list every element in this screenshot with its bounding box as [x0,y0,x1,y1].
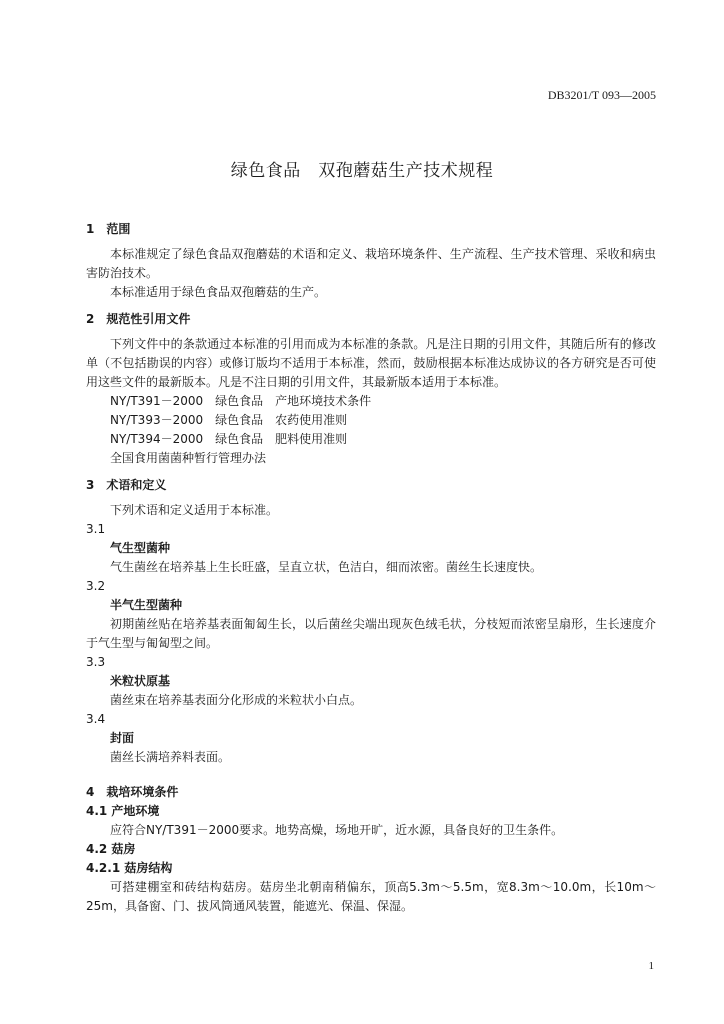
section-2-paragraph: 下列文件中的条款通过本标准的引用而成为本标准的条款。凡是注日期的引用文件，其随后所有的修改单（不包括勘误的内容）或修订版均不适用于本标准，然而，鼓励根据本标准达成协议的各方研究是否可使用这些文件的最新版本。凡是不注日期的引用文件，其最新版本适用于本标准。 [86,337,656,389]
term-definition: 菌丝束在培养基表面分化形成的米粒状小白点。 [110,693,363,707]
term-definition: 菌丝长满培养料表面。 [110,750,231,764]
term-name: 气生型菌种 [110,541,171,555]
section-1-paragraph-2: 本标准适用于绿色食品双孢蘑菇的生产。 [110,285,327,299]
reference-item: NY/T391－2000 绿色食品 产地环境技术条件 [110,394,372,408]
reference-item: NY/T394－2000 绿色食品 肥料使用准则 [110,432,348,446]
term-definition: 初期菌丝贴在培养基表面匍匐生长，以后菌丝尖端出现灰色绒毛状，分枝短而浓密呈扇形，生长速度介于气生型与匍匐型之间。 [86,617,656,650]
section-1-paragraph-1: 本标准规定了绿色食品双孢蘑菇的术语和定义、栽培环境条件、生产流程、生产技术管理、采收和病虫害防治技术。 [86,247,656,280]
section-3-intro: 下列术语和定义适用于本标准。 [110,503,279,517]
term-name: 米粒状原基 [110,674,171,688]
page-number: 1 [648,960,654,972]
document-body [86,220,656,916]
section-4-heading: 4 栽培环境条件 [86,785,179,799]
section-1-heading: 1 范围 [86,222,131,236]
section-3-heading: 3 术语和定义 [86,478,167,492]
standard-code: DB3201/T 093—2005 [547,88,656,102]
term-definition: 气生菌丝在培养基上生长旺盛，呈直立状，色洁白，细而浓密。菌丝生长速度快。 [110,560,543,574]
section-4-1-paragraph: 应符合NY/T391－2000要求。地势高燥，场地开旷，近水源，具备良好的卫生条件。 [110,823,564,837]
reference-item: NY/T393－2000 绿色食品 农药使用准则 [110,413,348,427]
section-2-heading: 2 规范性引用文件 [86,312,191,326]
term-name: 半气生型菌种 [110,598,183,612]
term-number: 3.1 [86,522,106,536]
section-4-1-heading: 4.1 产地环境 [86,804,160,818]
term-number: 3.2 [86,579,106,593]
document-title: 绿色食品 双孢蘑菇生产技术规程 [230,161,494,181]
section-4-2-1-paragraph: 可搭建棚室和砖结构菇房。菇房坐北朝南稍偏东，顶高5.3m～5.5m，宽8.3m～10.0m，长10m～25m，具备窗、门、拔风筒通风装置，能遮光、保温、保湿。 [86,880,656,913]
term-number: 3.3 [86,655,106,669]
term-number: 3.4 [86,712,106,726]
section-4-2-1-heading: 4.2.1 菇房结构 [86,861,173,875]
term-name: 封面 [110,731,135,745]
reference-item: 全国食用菌菌种暂行管理办法 [110,451,267,465]
section-4-2-heading: 4.2 菇房 [86,842,136,856]
